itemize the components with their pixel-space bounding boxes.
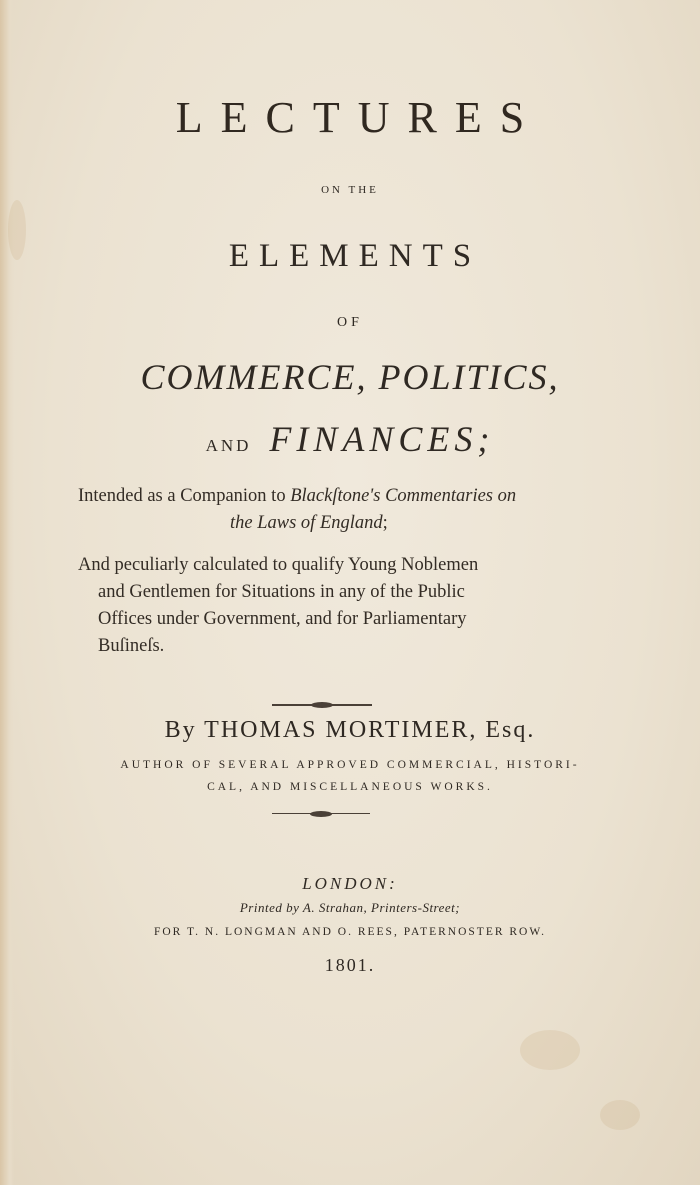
subject-line-2: FINANCES;: [269, 419, 495, 459]
author-description-2: CAL, AND MISCELLANEOUS WORKS.: [207, 781, 493, 793]
on-the-text: ON THE: [321, 184, 379, 196]
purpose-paragraph: [78, 552, 578, 660]
elements-heading: ELEMENTS: [228, 238, 482, 274]
intent-line-2: [230, 510, 388, 537]
ornamental-rule: [272, 704, 372, 706]
intent-line-1: [78, 483, 516, 510]
foxing-stain: [520, 1030, 580, 1070]
purpose-line-1: And peculiarly calculated to qualify Young Noblemen: [78, 555, 479, 575]
intent-italic-1: Blackſtone's Commentaries on: [290, 486, 517, 506]
and-text: AND: [205, 436, 252, 455]
imprint-publisher: FOR T. N. LONGMAN AND O. REES, PATERNOSTER ROW.: [153, 926, 547, 938]
subject-line-1: COMMERCE, POLITICS,: [140, 357, 560, 397]
imprint-year: 1801.: [324, 955, 376, 975]
of-text: OF: [337, 315, 363, 330]
purpose-line-4: Buſineſs.: [98, 636, 165, 656]
foxing-stain: [600, 1100, 640, 1130]
imprint-place: LONDON:: [302, 874, 398, 893]
byline: By THOMAS MORTIMER, Esq.: [164, 717, 536, 743]
ornamental-rule: [272, 813, 370, 814]
intent-italic-2: the Laws of England: [230, 513, 383, 533]
intent-suffix: ;: [382, 513, 388, 533]
page-edge: [0, 0, 14, 1185]
purpose-line-2: and Gentlemen for Situations in any of the Public: [98, 582, 465, 602]
purpose-line-3: Offices under Government, and for Parliamentary: [98, 609, 467, 629]
subject-line-2-row: [0, 418, 700, 460]
main-title: LECTURES: [175, 93, 543, 142]
author-description-1: AUTHOR OF SEVERAL APPROVED COMMERCIAL, HISTORI-: [120, 759, 580, 771]
intent-prefix: Intended as a Companion to: [78, 486, 291, 506]
imprint-printer: Printed by A. Strahan, Printers-Street;: [239, 900, 461, 915]
